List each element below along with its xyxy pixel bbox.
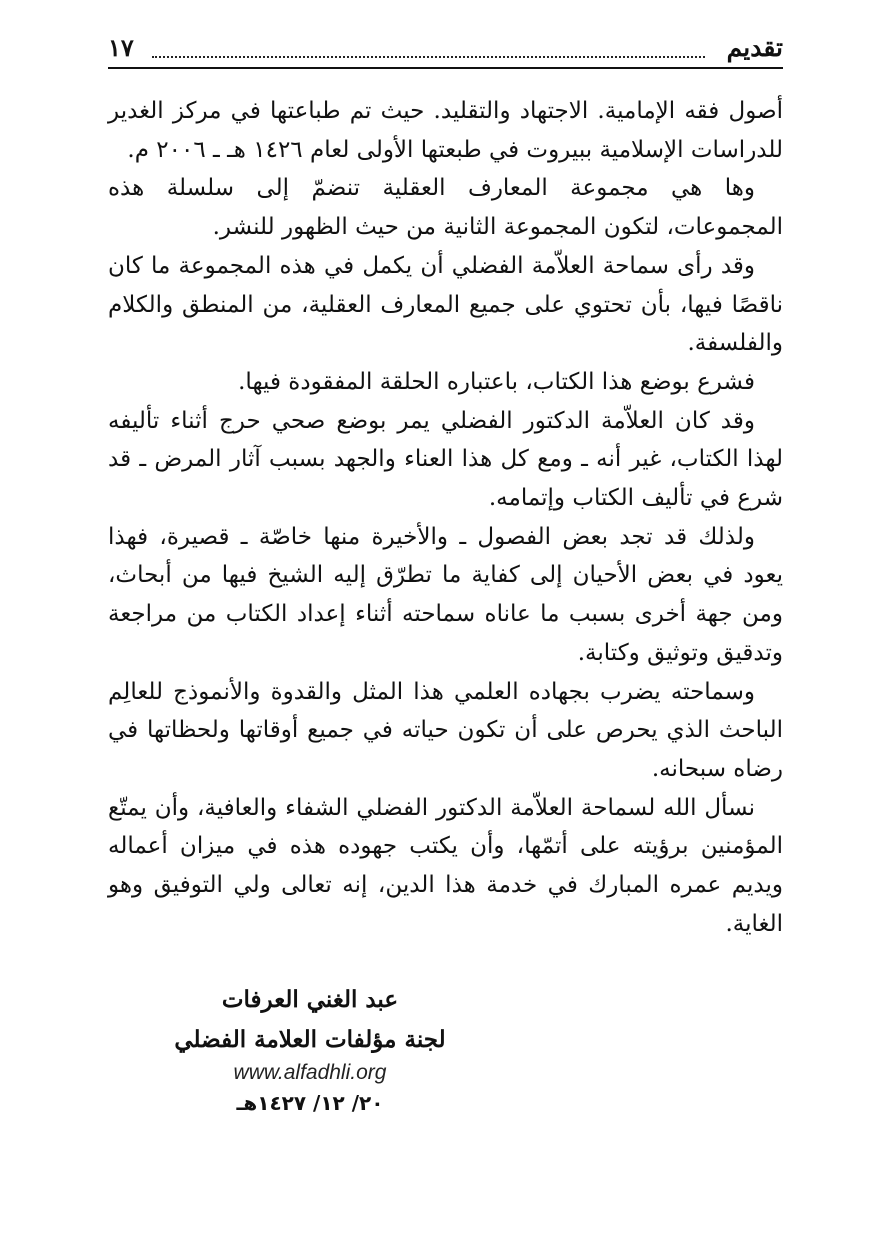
paragraph-2: وها هي مجموعة المعارف العقلية تنضمّ إلى سلسلة هذه المجموعات، لتكون المجموعة الثانية من حيث الظهور للنشر. [108, 175, 783, 241]
paragraph-1: أصول فقه الإمامية. الاجتهاد والتقليد. حيث تم طباعتها في مركز الغدير للدراسات الإسلامية ببيروت في طبعتها الأولى لعام ١٤٢٦ هـ ـ ٢٠٠٦ م. [108, 98, 783, 163]
paragraph-8: نسأل الله لسماحة العلاّمة الدكتور الفضلي الشفاء والعافية، وأن يمتّع المؤمنين برؤيته على أتمّها، وأن يكتب جهوده هذه في ميزان أعماله ويديم عمره المبارك في خدمة هذا الدين، إنه تعالى ولي التوفيق وهو الغاية. [108, 794, 783, 937]
paragraph-5: وقد كان العلاّمة الدكتور الفضلي يمر بوضع صحي حرج أثناء تأليفه لهذا الكتاب، غير أنه ـ ومع كل هذا العناء والجهد بسبب آثار المرض ـ قد شرع في تأليف الكتاب وإتمامه. [108, 407, 783, 512]
signature-block [160, 980, 460, 1120]
signature-name: عبد الغني العرفات [221, 986, 399, 1013]
page-number: ١٧ [108, 33, 134, 62]
header-title: تقديم [726, 33, 783, 62]
signature-committee: لجنة مؤلفات العلامة الفضلي [174, 1026, 446, 1053]
body-text [108, 92, 783, 943]
paragraph-6: ولذلك قد تجد بعض الفصول ـ والأخيرة منها خاصّة ـ قصيرة، فهذا يعود في بعض الأحيان إلى كفاية ما تطرّق إليه الشيخ فيها من أبحاث، ومن جهة أخرى بسبب ما عاناه سماحته أثناء إعداد الكتاب من مراجعة وتدقيق وتوثيق وكتابة. [108, 523, 783, 666]
header-dot-leader [152, 54, 705, 58]
signature-url: www.alfadhli.org [233, 1061, 387, 1084]
paragraph-4: فشرع بوضع هذا الكتاب، باعتباره الحلقة المفقودة فيها. [238, 368, 755, 395]
header-rule [108, 67, 783, 69]
paragraph-7: وسماحته يضرب بجهاده العلمي هذا المثل والقدوة والأنموذج للعالِم الباحث الذي يحرص على أن تكون حياته في جميع أوقاتها ولحظاتها في رضاه سبحانه. [108, 678, 783, 782]
signature-date: ٢٠/ ١٢/ ١٤٢٧هـ [236, 1091, 384, 1115]
paragraph-3: وقد رأى سماحة العلاّمة الفضلي أن يكمل في هذه المجموعة ما كان ناقصًا فيها، بأن تحتوي على جميع المعارف العقلية، من المنطق والكلام والفلسفة. [108, 252, 783, 357]
page-header [108, 28, 783, 68]
